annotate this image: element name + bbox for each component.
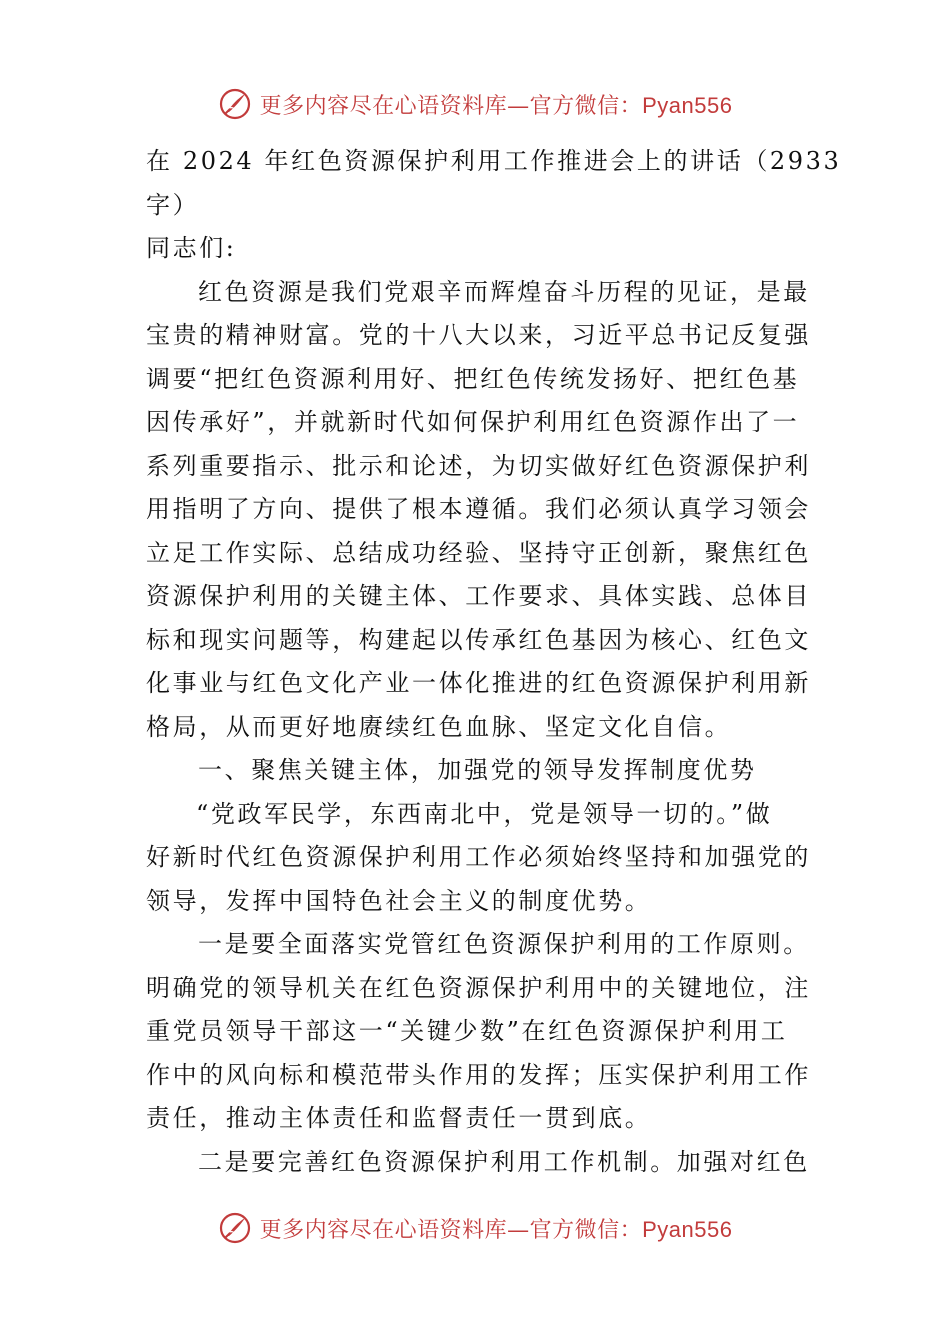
paragraph-line: 立足工作实际、总结成功经验、坚持守正创新，聚焦红色	[146, 538, 811, 567]
paragraph-line: “党政军民学，东西南北中，党是领导一切的。”做	[196, 799, 773, 828]
paragraph-line: 作中的风向标和模范带头作用的发挥；压实保护利用工作	[146, 1060, 811, 1089]
paragraph-line: 重党员领导干部这一“关键少数”在红色资源保护利用工	[146, 1017, 788, 1045]
paragraph-line: 一是要全面落实党管红色资源保护利用的工作原则。	[198, 930, 810, 958]
paragraph-line: 红色资源是我们党艰辛而辉煌奋斗历程的见证，是最	[198, 277, 810, 306]
paragraph-line: 宝贵的精神财富。党的十八大以来，习近平总书记反复强	[146, 321, 811, 349]
document-title-line: 在 2024 年红色资源保护利用工作推进会上的讲话（2933	[146, 147, 842, 175]
document-title-line: 字）	[146, 190, 200, 219]
paragraph-line: 好新时代红色资源保护利用工作必须始终坚持和加强党的	[146, 843, 811, 871]
paragraph-line: 责任，推动主体责任和监督责任一贯到底。	[146, 1104, 652, 1132]
footer-watermark	[0, 1206, 950, 1250]
watermark-text: 更多内容尽在心语资料库—官方微信：Pyan556	[259, 92, 733, 119]
watermark-text: 更多内容尽在心语资料库—官方微信：Pyan556	[259, 1216, 733, 1243]
quill-logo-icon	[218, 1211, 252, 1245]
paragraph-line: 资源保护利用的关键主体、工作要求、具体实践、总体目	[146, 582, 811, 610]
salutation: 同志们:	[146, 234, 237, 262]
paragraph-line: 明确党的领导机关在红色资源保护利用中的关键地位，注	[146, 973, 811, 1002]
paragraph-line: 因传承好”，并就新时代如何保护利用红色资源作出了一	[146, 408, 800, 436]
paragraph-line: 调要“把红色资源利用好、把红色传统发扬好、把红色基	[146, 364, 800, 393]
section-heading: 一、聚焦关键主体，加强党的领导发挥制度优势	[198, 756, 757, 784]
watermark-handle: Pyan556	[642, 92, 733, 118]
paragraph-line: 系列重要指示、批示和论述，为切实做好红色资源保护利	[146, 451, 811, 480]
paragraph-line: 格局，从而更好地赓续红色血脉、坚定文化自信。	[146, 712, 732, 741]
paragraph-line: 领导，发挥中国特色社会主义的制度优势。	[146, 886, 652, 915]
quill-logo-icon	[218, 87, 252, 121]
paragraph-line: 二是要完善红色资源保护利用工作机制。加强对红色	[198, 1147, 810, 1176]
paragraph-line: 化事业与红色文化产业一体化推进的红色资源保护利用新	[146, 669, 811, 697]
watermark-handle: Pyan556	[642, 1216, 733, 1242]
document-body	[146, 140, 842, 1184]
header-watermark	[0, 82, 950, 126]
paragraph-line: 标和现实问题等，构建起以传承红色基因为核心、红色文	[146, 625, 811, 654]
paragraph-line: 用指明了方向、提供了根本遵循。我们必须认真学习领会	[146, 495, 811, 523]
